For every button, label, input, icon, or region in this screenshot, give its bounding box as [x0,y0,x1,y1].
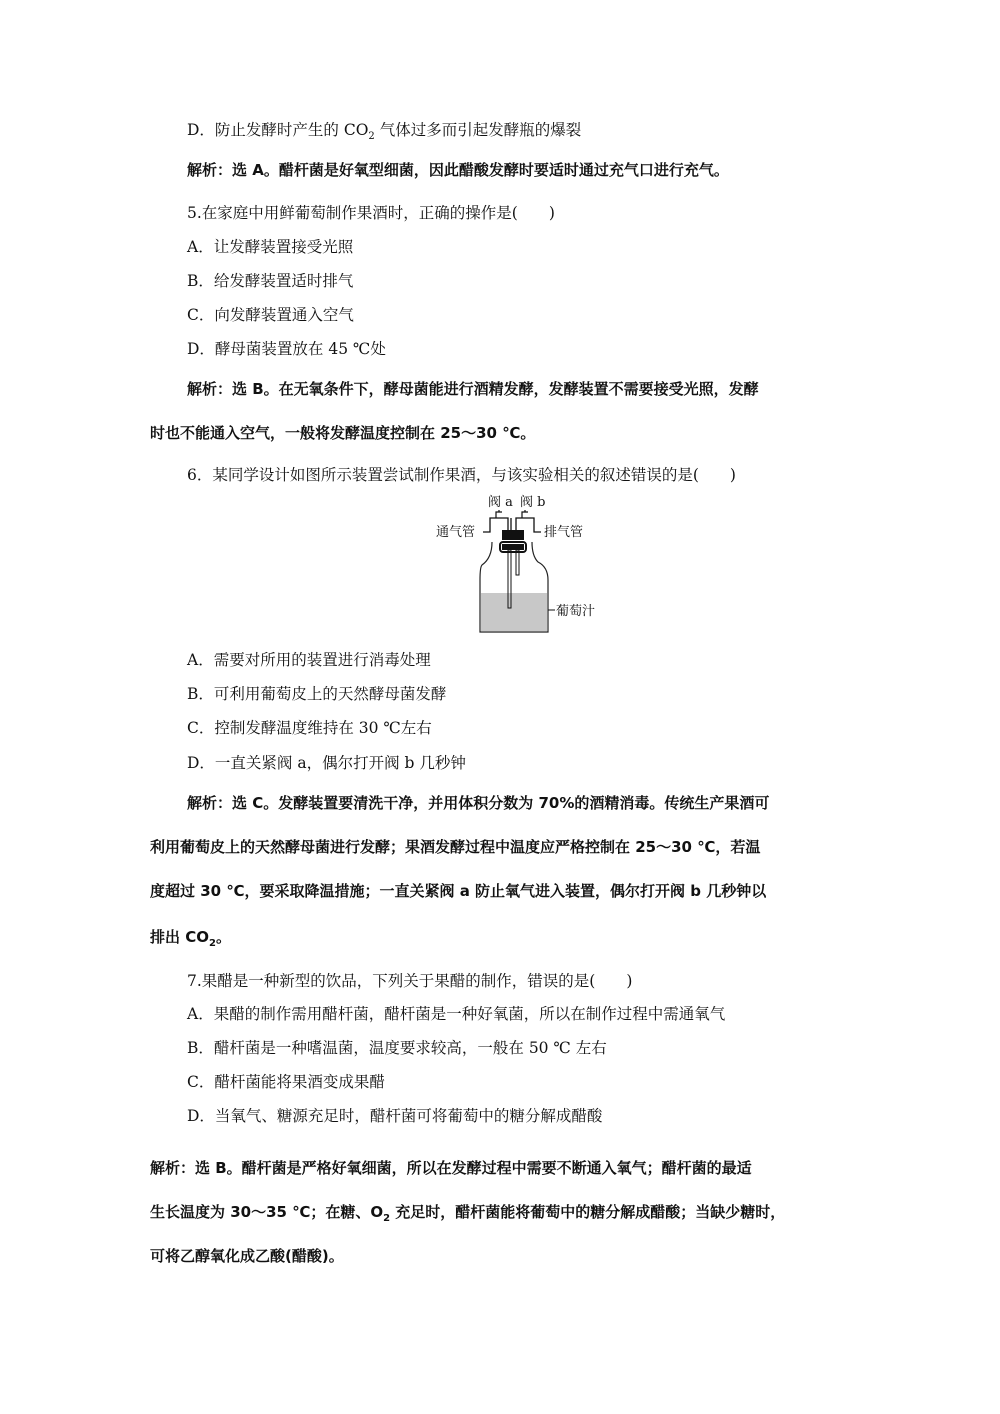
q7-option-d: D．当氧气、糖源充足时，醋杆菌可将葡萄中的糖分解成醋酸 [187,1107,603,1125]
q7-analysis-3: 可将乙醇氧化成乙酸(醋酸)。 [150,1247,344,1265]
q5-option-c: C．向发酵装置通入空气 [187,306,354,324]
q5-analysis-2: 时也不能通入空气，一般将发酵温度控制在 25～30 ℃。 [150,424,536,442]
q7-option-c: C．醋杆菌能将果酒变成果醋 [187,1073,385,1091]
q7-option-b: B．醋杆菌是一种嗜温菌，温度要求较高，一般在 50 ℃ 左右 [187,1039,607,1057]
q6-analysis-1: 解析：选 C。发酵装置要清洗干净，并用体积分数为 70%的酒精消毒。传统生产果酒可 [187,794,770,812]
q5-option-a: A．让发酵装置接受光照 [187,238,354,256]
q6-option-c: C．控制发酵温度维持在 30 ℃左右 [187,719,432,737]
outlet-tube-label: 排气管 [544,525,584,540]
valve-a-label: 阀 a [488,495,513,510]
q5-stem: 5.在家庭中用鲜葡萄制作果酒时，正确的操作是( ) [187,204,555,222]
q6-option-b: B．可利用葡萄皮上的天然酵母菌发酵 [187,685,447,703]
fermentation-apparatus-diagram [420,490,620,640]
q5-option-d: D．酵母菌装置放在 45 ℃处 [187,340,386,358]
q6-stem: 6．某同学设计如图所示装置尝试制作果酒，与该实验相关的叙述错误的是( ) [187,466,736,484]
valve-b-label: 阀 b [520,495,546,510]
q4-option-d: D．防止发酵时产生的 $CO_2$ 气体过多而引起发酵瓶的爆裂 [187,121,582,143]
q7-option-a: A．果醋的制作需用醋杆菌，醋杆菌是一种好氧菌，所以在制作过程中需通氧气 [187,1005,726,1023]
q6-analysis-4: 排出 $CO_2$。 [150,928,231,949]
grape-juice-label: 葡萄汁 [556,604,596,619]
q6-analysis-2: 利用葡萄皮上的天然酵母菌进行发酵；果酒发酵过程中温度应严格控制在 25～30 ℃，若温 [150,838,761,856]
q6-analysis-3: 度超过 30 ℃，要采取降温措施；一直关紧阀 a 防止氧气进入装置，偶尔打开阀 b 几秒钟以 [150,882,767,900]
q7-analysis-1: 解析：选 B。醋杆菌是严格好氧细菌，所以在发酵过程中需要不断通入氧气；醋杆菌的最适 [150,1159,752,1177]
q7-stem: 7.果醋是一种新型的饮品，下列关于果醋的制作，错误的是( ) [187,972,633,990]
q5-option-b: B．给发酵装置适时排气 [187,272,354,290]
q6-option-d: D．一直关紧阀 a，偶尔打开阀 b 几秒钟 [187,754,466,772]
q4-analysis: 解析：选 A。醋杆菌是好氧型细菌，因此醋酸发酵时要适时通过充气口进行充气。 [187,161,729,179]
q6-option-a: A．需要对所用的装置进行消毒处理 [187,651,431,669]
q7-analysis-2: 生长温度为 30～35 ℃；在糖、$O_2$ 充足时，醋杆菌能将葡萄中的糖分解成醋酸；当缺少糖时， [150,1203,786,1224]
inlet-tube-label: 通气管 [436,525,476,540]
q5-analysis-1: 解析：选 B。在无氧条件下，酵母菌能进行酒精发酵，发酵装置不需要接受光照，发酵 [187,380,759,398]
